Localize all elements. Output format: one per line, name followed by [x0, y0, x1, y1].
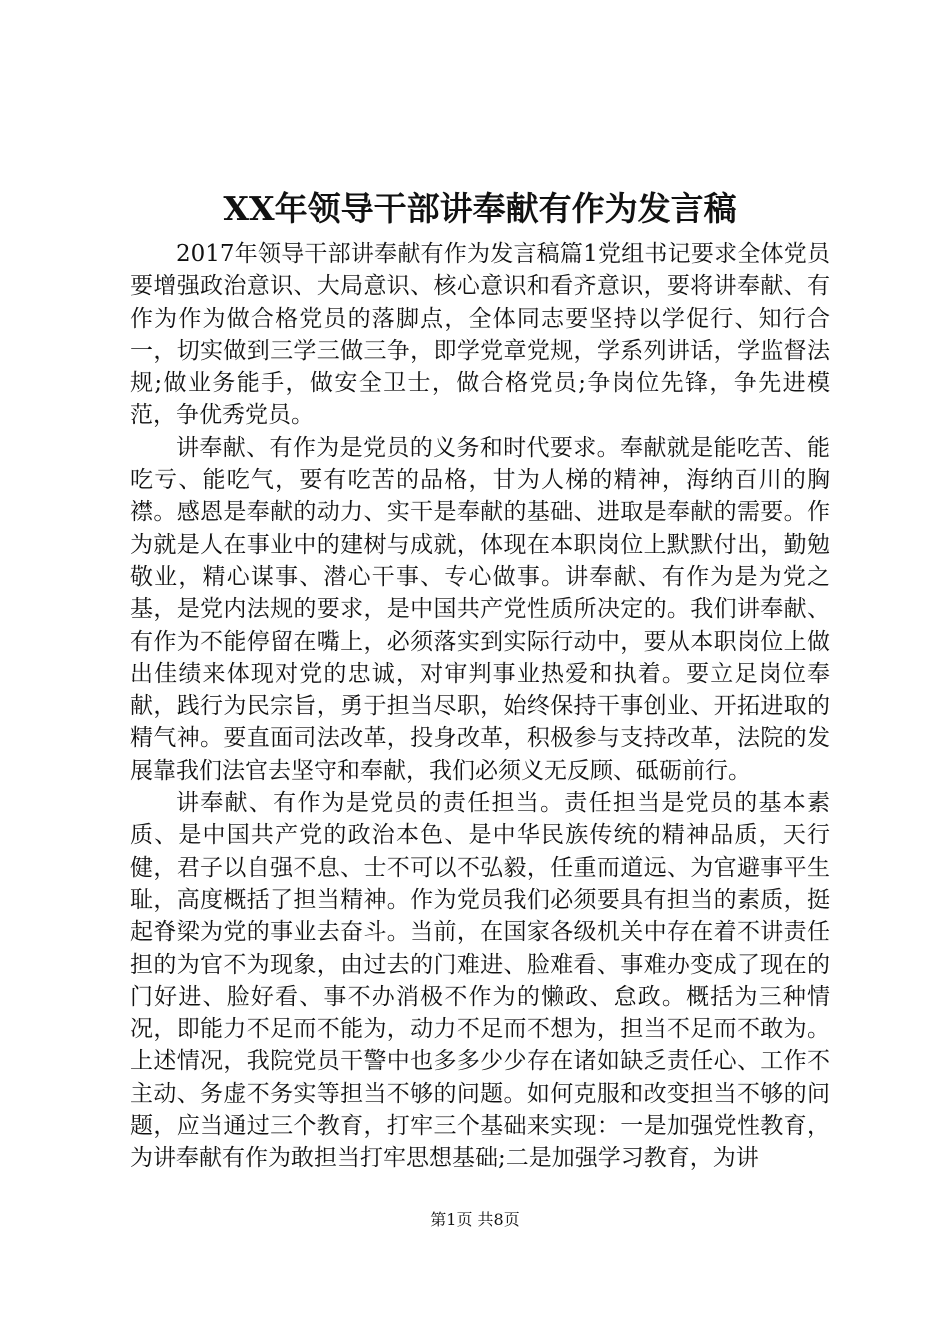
paragraph-3: 讲奉献、有作为是党员的责任担当。责任担当是党员的基本素质、是中国共产党的政治本色、是中华民族传统的精神品质，天行健，君子以自强不息、士不可以不弘毅，任重而道远、为官避事平生耻，高度概括了担当精神。作为党员我们必须要具有担当的素质，挺起脊梁为党的事业去奋斗。当前，在国家各级机关中存在着不讲责任担的为官不为现象，由过去的门难进、脸难看、事难办变成了现在的门好进、脸好看、事不办消极不作为的懒政、怠政。概括为三种情况，即能力不足而不能为，动力不足而不想为，担当不足而不敢为。上述情况，我院党员干警中也多多少少存在诸如缺乏责任心、工作不主动、务虚不务实等担当不够的问题。如何克服和改变担当不够的问题，应当通过三个教育，打牢三个基础来实现：一是加强党性教育，为讲奉献有作为敢担当打牢思想基础;二是加强学习教育，为讲 — [130, 790, 830, 1172]
page-footer: 第1页 共8页 — [430, 1210, 520, 1229]
paragraph-2: 讲奉献、有作为是党员的义务和时代要求。奉献就是能吃苦、能吃亏、能吃气，要有吃苦的品格，甘为人梯的精神，海纳百川的胸襟。感恩是奉献的动力、实干是奉献的基础、进取是奉献的需要。作为就是人在事业中的建树与成就，体现在本职岗位上默默付出，勤勉敬业，精心谋事、潜心干事、专心做事。讲奉献、有作为是为党之基，是党内法规的要求，是中国共产党性质所决定的。我们讲奉献、有作为不能停留在嘴上，必须落实到实际行动中，要从本职岗位上做出佳绩来体现对党的忠诚，对审判事业热爱和执着。要立足岗位奉献，践行为民宗旨，勇于担当尽职，始终保持干事创业、开拓进取的精气神。要直面司法改革，投身改革，积极参与支持改革，法院的发展靠我们法官去坚守和奉献，我们必须义无反顾、砥砺前行。 — [130, 434, 830, 784]
document-title: XX年领导干部讲奉献有作为发言稿 — [223, 189, 737, 228]
paragraph-1: 2017年领导干部讲奉献有作为发言稿篇1党组书记要求全体党员要增强政治意识、大局意识、核心意识和看齐意识，要将讲奉献、有作为作为做合格党员的落脚点，全体同志要坚持以学促行、知行合一，切实做到三学三做三争，即学党章党规，学系列讲话，学监督法规;做业务能手，做安全卫士，做合格党员;争岗位先锋，争先进模范，争优秀党员。 — [130, 241, 830, 429]
document-body — [130, 238, 830, 1175]
